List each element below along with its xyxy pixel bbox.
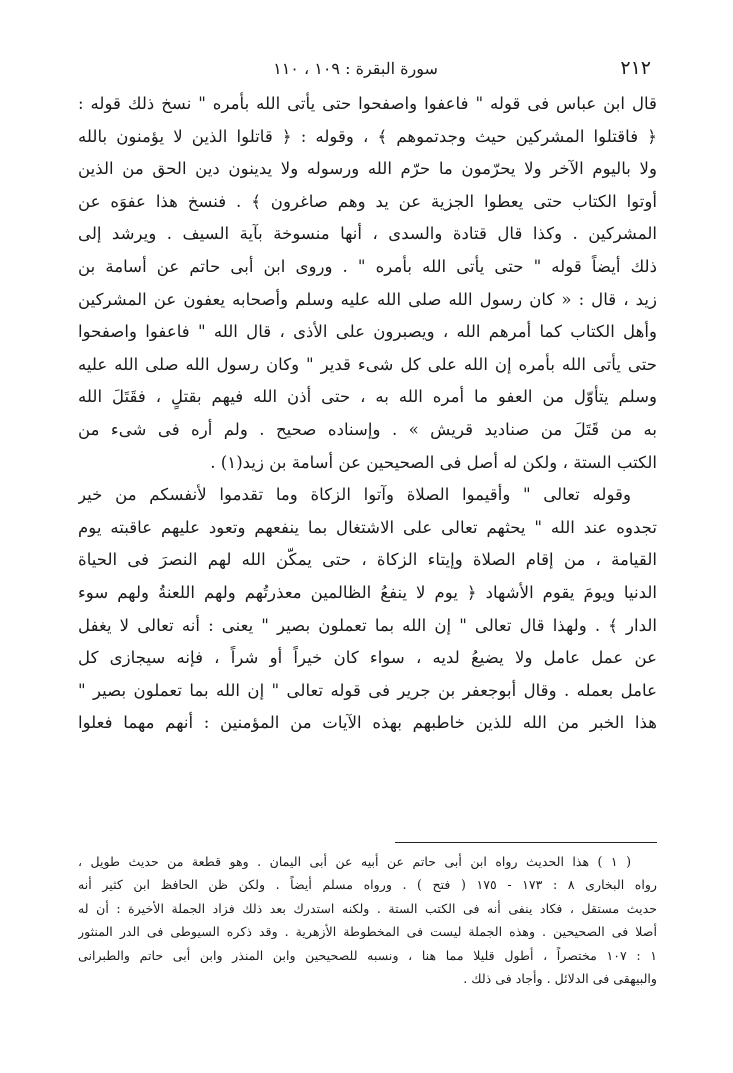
- body-line: تجدوه عند الله " يحثهم تعالى على الاشتغال بما ينفعهم وتعود عليهم عاقبته يوم: [78, 517, 657, 537]
- page-number: ٢١٢: [620, 57, 651, 79]
- footnote-line: والبيهقى فى الدلائل . وأجاد فى ذلك .: [463, 970, 657, 986]
- body-line: أوتوا الكتاب حتى يعطوا الجزية عن يد وهم صاغرون ﴾ . فنسخ هذا عفوَه عن: [78, 191, 657, 211]
- body-line: به من قَتَلَ من صناديد قريش » . وإسناده صحيح . ولم أره فى شىء من: [78, 419, 657, 439]
- body-line: الكتب الستة ، ولكن له أصل فى الصحيحين عن أسامة بن زيد(١) .: [210, 452, 657, 472]
- body-line: ﴿ فاقتلوا المشركين حيث وجدتموهم ﴾ ، وقوله : ﴿ قاتلوا الذين لا يؤمنون بالله: [78, 126, 657, 146]
- body-line: وقوله تعالى " وأقيموا الصلاة وآتوا الزكاة وما تقدموا لأنفسكم من خير: [78, 485, 631, 505]
- footnote-divider: [395, 842, 657, 843]
- footnote-line: حديث مستقل ، فكاد ينفى أنه فى الكتب الستة . ولكنه استدرك بعد ذلك فزاد الجملة الأخيرة : أن له: [78, 900, 657, 916]
- footnote-line: رواه البخارى ٨ : ١٧٣ - ١٧٥ ( فتح ) . ورواه مسلم أيضاً . ولكن ظن الحافظ ابن كثير أنه: [78, 877, 657, 893]
- body-line: وسلم يتأوّل من العفو ما أمره الله به ، حتى أذن الله فيهم بقتلٍ ، فقَتَلَ الله: [78, 387, 657, 407]
- body-line: هذا الخبر من الله للذين خاطبهم بهذه الآيات من المؤمنين : أنهم مهما فعلوا: [78, 713, 657, 733]
- footnote-line: أصلا فى الصحيحين . وهذه الجملة ليست فى المخطوطة الأزهرية . وقد ذكره السيوطى فى الدر المنثور: [78, 924, 657, 940]
- body-line: عامل بعمله . وقال أبوجعفر بن جرير فى قوله تعالى " إن الله بما تعملون بصير ": [78, 680, 657, 700]
- running-title: سورة البقرة : ١٠٩ ، ١١٠: [273, 58, 438, 78]
- body-line: القيامة ، من إقام الصلاة وإيتاء الزكاة ، حتى يمكّن الله لهم النصرَ فى الحياة: [78, 550, 657, 570]
- body-line: المشركين . وكذا قال قتادة والسدى ، أنها منسوخة بآية السيف . ويرشد إلى: [78, 224, 657, 244]
- body-line: حتى يأتى الله بأمره إن الله على كل شىء قدير " وكان رسول الله صلى الله عليه: [78, 354, 657, 374]
- body-line: الدنيا ويومَ يقوم الأشهاد ﴿ يوم لا ينفعُ الظالمين معذرتُهم ولهم اللعنةُ ولهم سوء: [78, 582, 657, 602]
- footnote-line: ( ١ ) هذا الحديث رواه ابن أبى حاتم عن أبيه عن أبى اليمان . وهو قطعة من حديث طويل ،: [78, 854, 631, 869]
- body-line: ولا باليوم الآخر ولا يحرّمون ما حرّم الله ورسوله ولا يدينون دين الحق من الذين: [78, 159, 657, 179]
- body-text: [78, 88, 657, 740]
- footnotes: [78, 850, 657, 990]
- body-line: قال ابن عباس فى قوله " فاعفوا واصفحوا حتى يأتى الله بأمره " نسخ ذلك قوله :: [78, 94, 657, 113]
- body-line: زيد ، قال : « كان رسول الله صلى الله عليه وسلم وأصحابه يعفون عن المشركين: [78, 289, 657, 309]
- page-header: [80, 54, 651, 82]
- body-line: وأهل الكتاب كما أمرهم الله ، ويصبرون على الأذى ، قال الله " فاعفوا واصفحوا: [78, 322, 657, 342]
- body-line: الدار ﴾ . ولهذا قال تعالى " إن الله بما تعملون بصير " يعنى : أنه تعالى لا يغفل: [78, 615, 657, 635]
- footnote-line: ١ : ١٠٧ مختصراً ، أطول قليلا مما هنا ، ونسبه للصحيحين وابن المنذر وابن أبى حاتم والطبرانى: [78, 947, 657, 963]
- body-line: ذلك أيضاً قوله " حتى يأتى الله بأمره " . وروى ابن أبى حاتم عن أسامة بن: [78, 256, 657, 276]
- body-line: عن عمل عامل ولا يضيعُ لديه ، سواء كان خيراً أو شراً ، فإنه سيجازى كل: [78, 648, 657, 668]
